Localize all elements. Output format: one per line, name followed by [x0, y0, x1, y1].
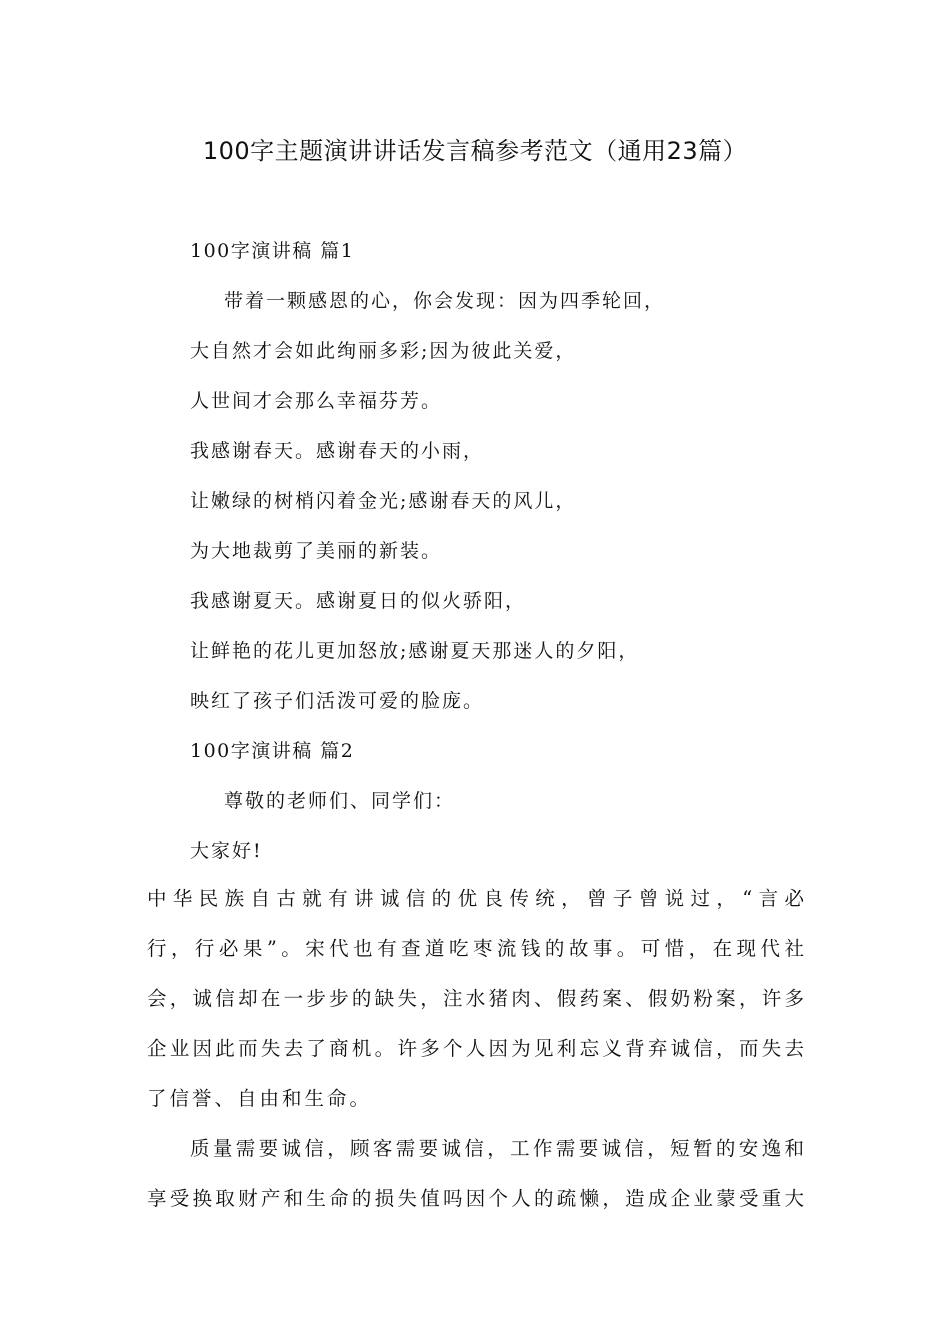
poem-line: 让嫩绿的树梢闪着金光;感谢春天的风儿，	[190, 490, 577, 512]
salutation-line: 尊敬的老师们、同学们：	[224, 790, 456, 812]
paragraph-line: 了信誉、自由和生命。	[147, 1087, 373, 1110]
section-heading-1: 100字演讲稿 篇1	[190, 240, 355, 262]
poem-line: 让鲜艳的花儿更加怒放;感谢夏天那迷人的夕阳，	[190, 640, 640, 662]
section-heading-2: 100字演讲稿 篇2	[190, 740, 355, 762]
poem-line: 带着一颗感恩的心，你会发现：因为四季轮回，	[224, 290, 666, 312]
document-title: 100字主题演讲讲话发言稿参考范文（通用23篇）	[202, 137, 748, 165]
paragraph-line: 享受换取财产和生命的损失值吗因个人的疏懒，造成企业蒙受重大	[147, 1187, 807, 1210]
poem-line: 为大地裁剪了美丽的新装。	[190, 540, 443, 562]
paragraph-line: 中华民族自古就有讲诚信的优良传统，曾子曾说过，“言必	[147, 887, 807, 910]
poem-line: 人世间才会那么幸福芬芳。	[190, 390, 443, 412]
paragraph-line: 会，诚信却在一步步的缺失，注水猪肉、假药案、假奶粉案，许多	[147, 987, 807, 1010]
paragraph-line: 企业因此而失去了商机。许多个人因为见利忘义背弃诚信，而失去	[147, 1037, 807, 1060]
paragraph-line: 质量需要诚信，顾客需要诚信，工作需要诚信，短暂的安逸和	[190, 1137, 807, 1160]
poem-line: 大自然才会如此绚丽多彩;因为彼此关爱，	[190, 340, 577, 362]
poem-line: 我感谢夏天。感谢夏日的似火骄阳，	[190, 590, 527, 612]
poem-line: 映红了孩子们活泼可爱的脸庞。	[190, 690, 485, 712]
paragraph-line: 行，行必果”。宋代也有查道吃枣流钱的故事。可惜，在现代社	[147, 937, 807, 960]
poem-line: 我感谢春天。感谢春天的小雨，	[190, 440, 485, 462]
greeting-line: 大家好!	[190, 840, 263, 862]
